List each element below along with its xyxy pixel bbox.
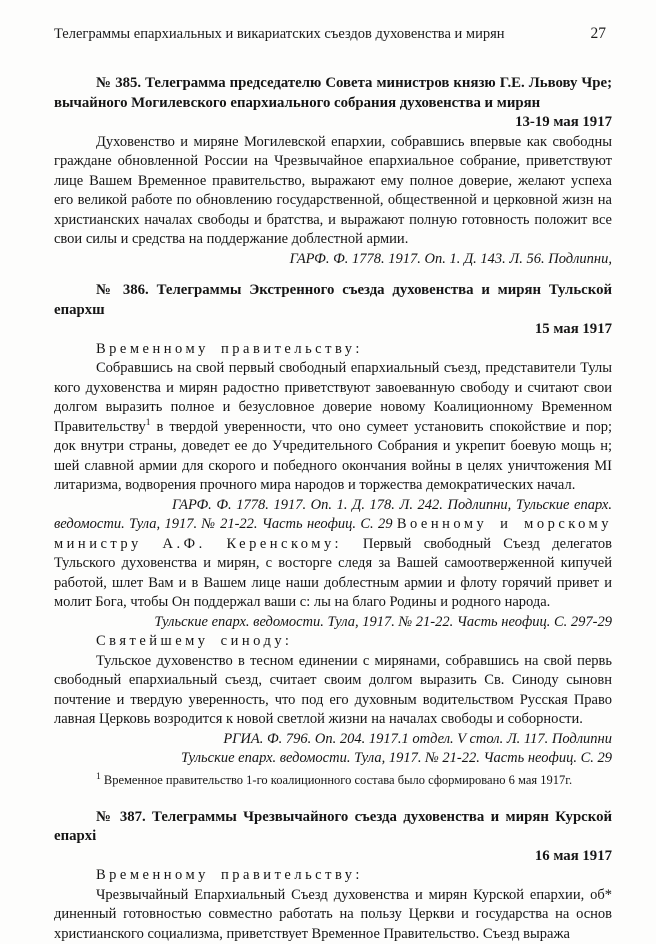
footnote-text: Временное правительство 1-го коалиционного состава было сформировано 6 мая 1917г. xyxy=(101,773,572,787)
telegram-1-address: Временному правительству: xyxy=(54,340,612,360)
section-385-citation: ГАРФ. Ф. 1778. 1917. Оп. 1. Д. 143. Л. 56. Подлипни, xyxy=(54,250,612,270)
footnote-reference: 1 xyxy=(146,418,151,428)
telegram-4-address: Временному правительству: xyxy=(54,866,612,886)
telegram-3-address: Святейшему синоду: xyxy=(54,632,612,652)
running-header xyxy=(54,24,612,44)
telegram-1-body xyxy=(54,359,612,496)
section-386 xyxy=(54,281,612,789)
telegram-3-body: Тульское духовенство в тесном единении с мирянами, собравшись на свой первь свободный епархиальный съезд, считает своим долгом выразить Св. Синоду сыновн почтение и твердую уверенность, что под его духовным водительством Русская Право лавная Церковь возродится к новой светлой жизни на началах свободы и соборности. xyxy=(54,652,612,730)
telegram-4-body: Чрезвычайный Епархиальный Съезд духовенства и мирян Курской епархии, об* диненный готовностью совместно работать на пользу Церкви и государства на основ христианского социализма, приветствует Временное Правительство. Съезд выража xyxy=(54,886,612,944)
section-387-date: 16 мая 1917 xyxy=(54,847,612,867)
page-number: 27 xyxy=(591,24,613,43)
section-387 xyxy=(54,808,612,944)
section-387-title: № 387. Телеграммы Чрезвычайного съезда духовенства и мирян Курской епархi xyxy=(54,808,612,847)
telegram-2-citation-address-body xyxy=(54,496,612,613)
section-385-date: 13-19 мая 1917 xyxy=(54,113,612,133)
telegram-2-body: Первый свободный Съезд делегатов Тульского духовенства и мирян, с восторге следя за Вашей самоотверженной кипучей работой, шлет Вам и в Вашем лице наши доблестным армии и флоту горячий привет и молит Бога, чтобы Он поддержал ваши с: лы на благо Родины и родного народа. xyxy=(54,536,612,611)
telegram-2-citation: Тульские епарх. ведомости. Тула, 1917. № 21-22. Часть неофиц. С. 297-29 xyxy=(54,613,612,633)
telegram-3-citation-b: Тульские епарх. ведомости. Тула, 1917. № 21-22. Часть неофиц. С. 29 xyxy=(54,749,612,769)
telegram-2-address: Военному и морскому министру А.Ф. Керенскому: xyxy=(54,516,612,552)
footnote-marker: 1 xyxy=(96,771,101,781)
section-386-date: 15 мая 1917 xyxy=(54,320,612,340)
section-385-title: № 385. Телеграмма председателю Совета министров князю Г.Е. Львову Чре; вычайного Могилевского епархиального собрания духовенства и мирян xyxy=(54,74,612,113)
footnote xyxy=(54,772,612,789)
running-header-title: Телеграммы епархиальных и викариатских съездов духовенства и мирян xyxy=(54,25,505,44)
telegram-1-body-end: в твердой уверенности, что оно сумеет установить спокойствие и пор; док внутри страны, доведет ее до Учредительного Собрания и укрепит боевую мощь н; шей славной армии для скорого и победного окончания войны в целях уничтожения МI литаризма, водворения прочного мира народов и торжества демократических начал. xyxy=(54,419,612,494)
section-385-body: Духовенство и миряне Могилевской епархии, собравшись впервые как свободны граждане обновленной России на Чрезвычайное епархиальное собрание, приветствуют лице Вашем Временное правительство, выражают ему полное доверие, желают успеха его великой работе по обновлению государственной, общественной и церковной жизн на христианских началах свободы и братства, и выражают полную готовность положит все свои силы и средства на поддержание доблестной армии. xyxy=(54,133,612,250)
section-386-title: № 386. Телеграммы Экстренного съезда духовенства и мирян Тульской епархш xyxy=(54,281,612,320)
telegram-1-citation: ГАРФ. Ф. 1778. 1917. Оп. 1. Д. 178. Л. 242. Подлипни, Тульские епарх. ведомости. Тула, 1917. № 21-22. Часть неофиц. С. 29 xyxy=(54,497,612,533)
telegram-3-citation-a: РГИА. Ф. 796. Оп. 204. 1917.1 отдел. V стол. Л. 117. Подлипни xyxy=(54,730,612,750)
section-385 xyxy=(54,74,612,269)
telegram-1-body-start: Собравшись на свой первый свободный епархиальный съезд, представители Тулы кого духовенства и мирян радостно приветствуют завоеванную свободу и считают свои долгом выразить полное и безусловное доверие новому Коалиционному Временном Правительству xyxy=(54,360,612,435)
